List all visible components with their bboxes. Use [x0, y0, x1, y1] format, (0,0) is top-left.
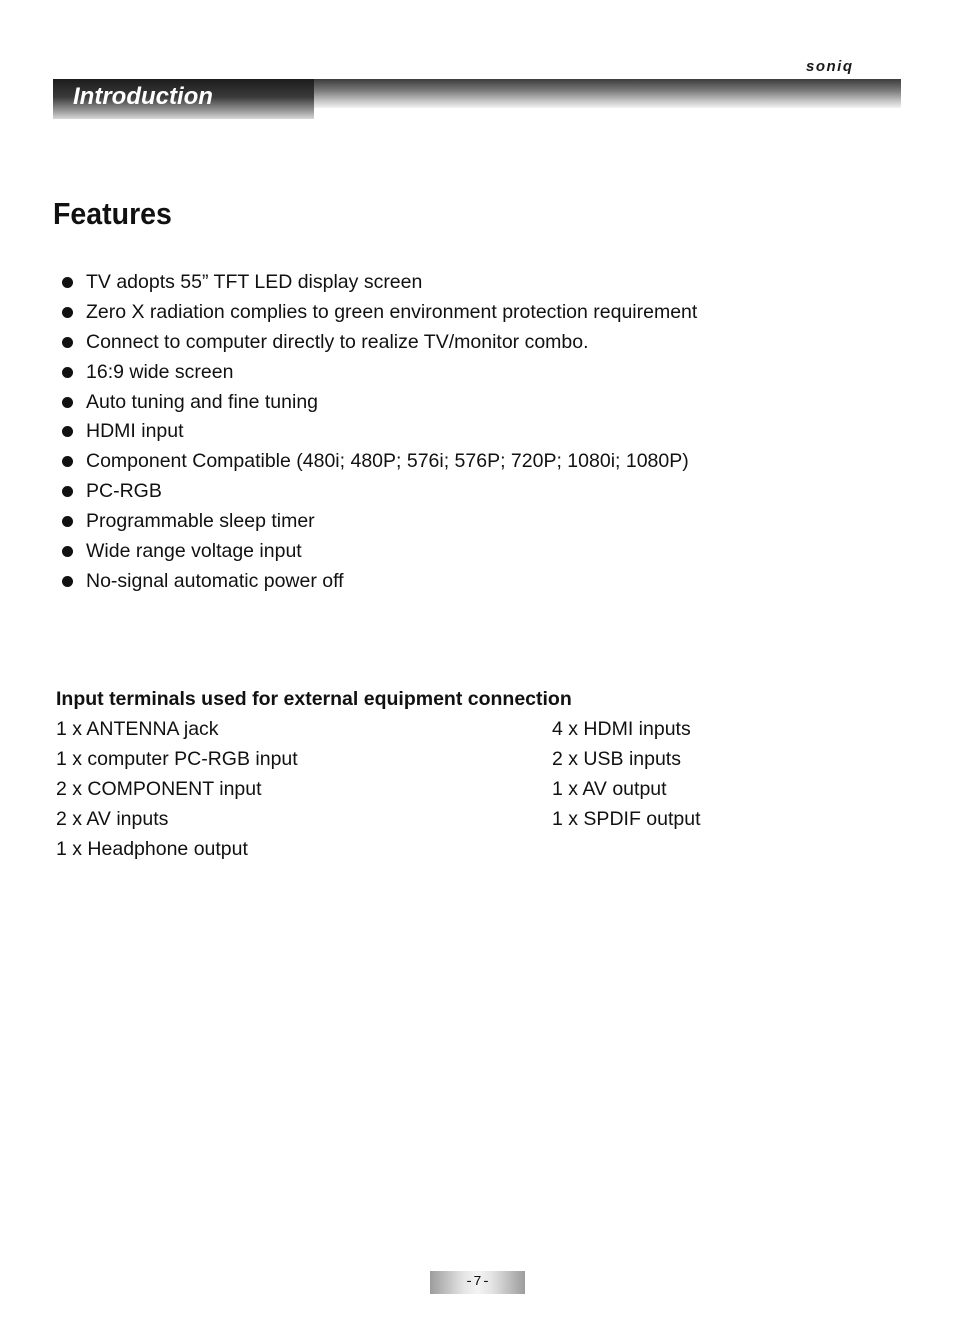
bullet-icon — [62, 397, 73, 408]
feature-item — [60, 268, 697, 298]
feature-text: Component Compatible (480i; 480P; 576i; 576P; 720P; 1080i; 1080P) — [86, 450, 689, 473]
terminals-left-column — [56, 715, 298, 864]
feature-item — [60, 507, 697, 537]
terminal-item: 1 x computer PC-RGB input — [56, 747, 298, 770]
bullet-icon — [62, 486, 73, 497]
feature-text: Zero X radiation complies to green environment protection requirement — [86, 300, 698, 323]
terminal-item: 2 x COMPONENT input — [56, 777, 262, 800]
terminal-item: 4 x HDMI inputs — [552, 718, 691, 740]
bullet-icon — [62, 337, 73, 348]
terminal-item: 2 x USB inputs — [552, 747, 681, 770]
feature-item — [60, 298, 697, 328]
feature-text: Auto tuning and fine tuning — [86, 390, 319, 413]
section-header-strip — [314, 79, 901, 108]
terminal-item: 1 x AV output — [552, 777, 667, 800]
bullet-icon — [62, 307, 73, 318]
terminals-heading: Input terminals used for external equipment connection — [56, 688, 572, 710]
feature-text: Programmable sleep timer — [86, 510, 315, 533]
bullet-icon — [62, 516, 73, 527]
feature-item — [60, 537, 697, 567]
bullet-icon — [62, 546, 73, 557]
feature-item — [60, 417, 697, 447]
section-header-bar — [53, 79, 901, 119]
features-title: Features — [53, 196, 172, 231]
features-list — [60, 268, 697, 597]
feature-item — [60, 567, 697, 597]
bullet-icon — [62, 277, 73, 288]
feature-text: PC-RGB — [86, 480, 162, 503]
terminal-item: 1 x Headphone output — [56, 837, 248, 860]
feature-item — [60, 328, 697, 358]
section-header-title: Introduction — [73, 83, 213, 110]
terminal-item: 1 x ANTENNA jack — [56, 718, 219, 740]
page-number: -7- — [430, 1271, 525, 1294]
bullet-icon — [62, 367, 73, 378]
feature-item — [60, 477, 697, 507]
terminals-right-column — [552, 715, 701, 835]
feature-text: TV adopts 55” TFT LED display screen — [86, 271, 423, 293]
bullet-icon — [62, 576, 73, 587]
feature-text: No-signal automatic power off — [86, 569, 344, 592]
feature-text: HDMI input — [86, 420, 184, 443]
section-header-tab — [53, 79, 314, 119]
feature-text: Connect to computer directly to realize TV/monitor combo. — [86, 330, 589, 353]
feature-item — [60, 447, 697, 477]
terminal-item: 2 x AV inputs — [56, 807, 169, 830]
feature-item — [60, 388, 697, 418]
bullet-icon — [62, 456, 73, 467]
feature-text: Wide range voltage input — [86, 540, 302, 563]
brand-logo: soniq — [806, 58, 854, 75]
feature-item — [60, 358, 697, 388]
bullet-icon — [62, 426, 73, 437]
feature-text: 16:9 wide screen — [86, 360, 234, 383]
terminal-item: 1 x SPDIF output — [552, 807, 701, 830]
